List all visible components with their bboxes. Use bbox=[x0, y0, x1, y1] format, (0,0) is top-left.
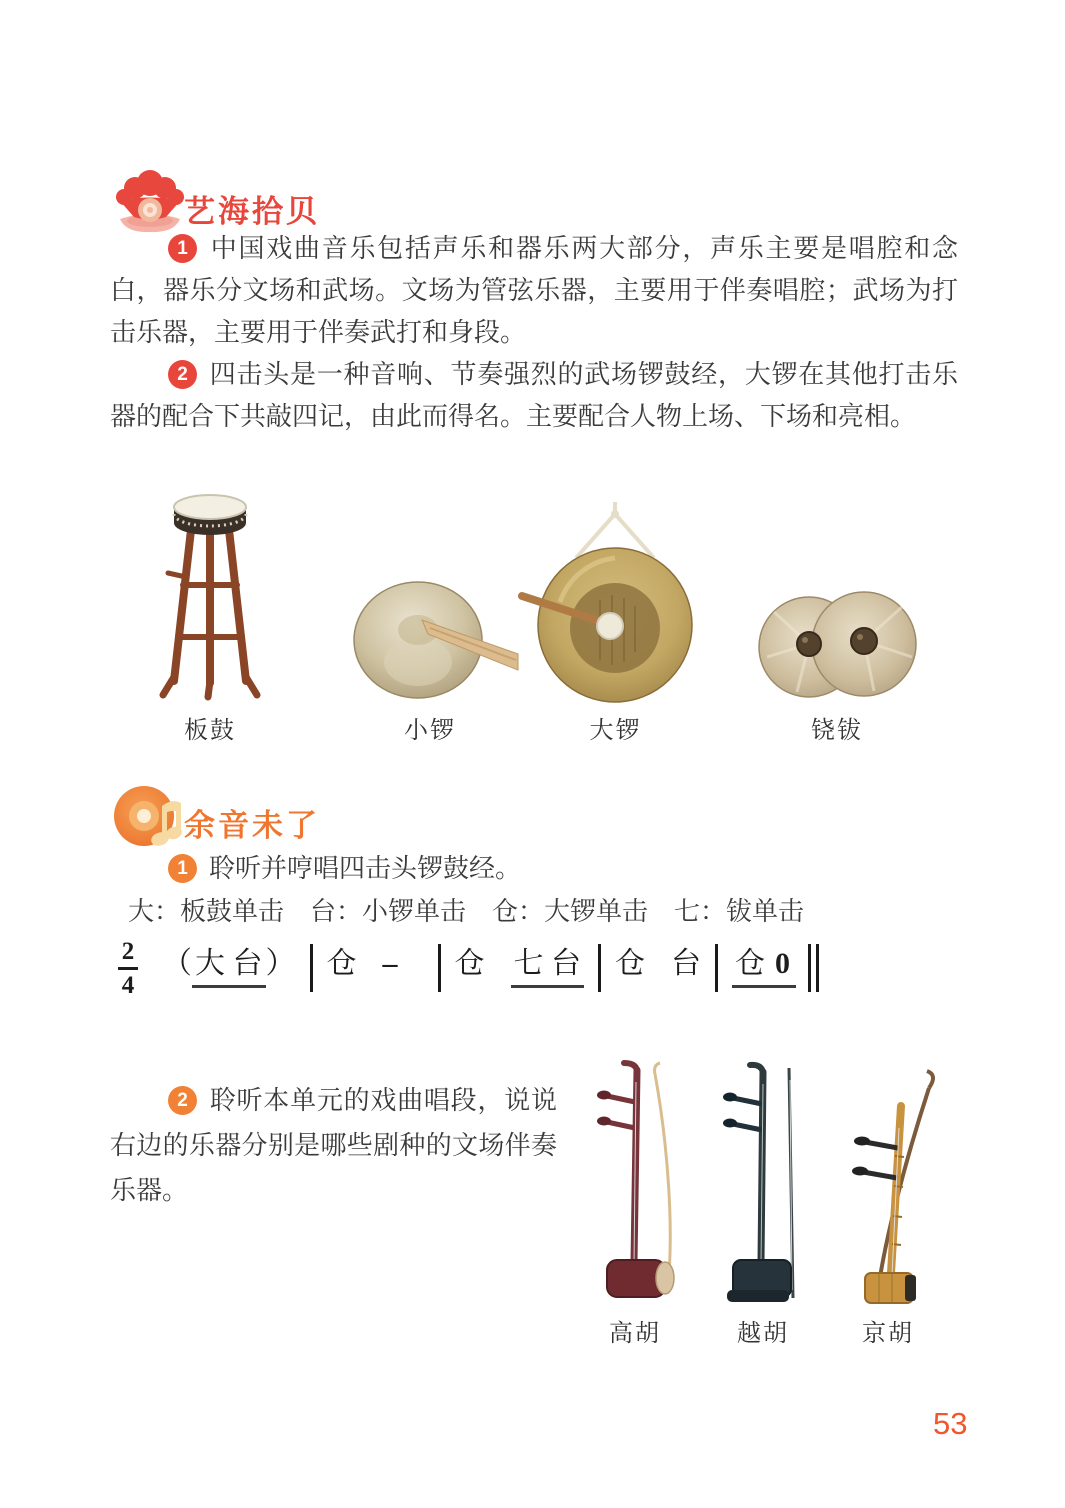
instrument-label-bangu: 板鼓 bbox=[184, 718, 236, 744]
instrument-figure-bangu bbox=[148, 487, 272, 745]
string-instruments-row bbox=[540, 1058, 1000, 1348]
daluo-image bbox=[518, 500, 713, 705]
item-badge-s2-1: 1 bbox=[168, 854, 197, 883]
notation-m4-beat2: 0 bbox=[775, 946, 790, 980]
notation-pickup: 大 台 bbox=[192, 949, 266, 988]
item-text-s2-1: 聆听并哼唱四击头锣鼓经。 bbox=[209, 854, 522, 883]
instrument-figure-naobo bbox=[752, 587, 922, 745]
instrument-figure-xiaoluo bbox=[330, 570, 530, 745]
paragraph-1 bbox=[110, 228, 958, 354]
barline bbox=[715, 944, 718, 992]
section2-item1 bbox=[168, 848, 521, 885]
page-number: 53 bbox=[933, 1406, 968, 1441]
instrument-label-naobo: 铙钹 bbox=[811, 718, 863, 744]
notation-paren-close: ） bbox=[265, 946, 296, 980]
paragraph-2 bbox=[110, 354, 958, 438]
instrument-label-gaohu: 高胡 bbox=[609, 1321, 661, 1347]
barline bbox=[598, 944, 601, 992]
barline bbox=[310, 944, 313, 992]
jinghu-image bbox=[831, 1068, 945, 1308]
notation-m3-beat1: 仓 bbox=[615, 946, 645, 980]
section1-title: 艺海拾贝 bbox=[184, 194, 320, 229]
item-badge-2: 2 bbox=[168, 360, 197, 389]
time-signature bbox=[118, 939, 138, 998]
instrument-label-jinghu: 京胡 bbox=[862, 1321, 914, 1347]
instrument-label-xiaoluo: 小锣 bbox=[404, 718, 456, 744]
stroke-legend: 大：板鼓单击 台：小锣单击 仓：大锣单击 七：钹单击 bbox=[128, 897, 805, 926]
notation-m1-beat1: 仓 bbox=[326, 946, 357, 980]
time-signature-bottom: 4 bbox=[121, 971, 135, 999]
percussion-instruments-row bbox=[0, 487, 1065, 745]
item-badge-1: 1 bbox=[168, 234, 197, 263]
item-text-1: 中国戏曲音乐包括声乐和器乐两大部分，声乐主要是唱腔和念白，器乐分文场和武场。文场为管弦乐器，主要用于伴奏唱腔；武场为打击乐器，主要用于伴奏武打和身段。 bbox=[110, 234, 958, 347]
instrument-label-daluo: 大锣 bbox=[589, 718, 642, 744]
notation-m1-beat2: – bbox=[382, 946, 398, 980]
yuehu-image bbox=[713, 1060, 813, 1308]
gaohu-image bbox=[585, 1060, 685, 1308]
section2-title: 余音未了 bbox=[184, 808, 320, 843]
time-signature-top: 2 bbox=[121, 937, 135, 965]
section2-item2 bbox=[110, 1078, 557, 1213]
instrument-figure-jinghu bbox=[828, 1068, 948, 1348]
instrument-figure-gaohu bbox=[580, 1060, 690, 1348]
item-text-2: 四击头是一种音响、节奏强烈的武场锣鼓经，大锣在其他打击乐器的配合下共敲四记，由此而得名。主要配合人物上场、下场和亮相。 bbox=[110, 360, 958, 431]
section1-paragraphs bbox=[110, 228, 958, 438]
item-text-s2-2: 聆听本单元的戏曲唱段，说说右边的乐器分别是哪些剧种的文场伴奏乐器。 bbox=[110, 1086, 557, 1205]
notation-m4-beat1: 仓 bbox=[735, 946, 765, 980]
barline bbox=[438, 944, 441, 992]
notation-paren-open: （ bbox=[162, 946, 192, 980]
item-text-s2-2-para bbox=[110, 1078, 557, 1213]
xiaoluo-image bbox=[330, 570, 530, 705]
notation-m4-group bbox=[732, 946, 796, 988]
notation-m2-beat1: 仓 bbox=[454, 946, 485, 980]
instrument-figure-daluo bbox=[518, 500, 713, 745]
naobo-image bbox=[752, 587, 922, 705]
instrument-label-yuehu: 越胡 bbox=[737, 1321, 789, 1347]
item-badge-s2-2: 2 bbox=[168, 1086, 197, 1115]
fraction-line bbox=[118, 967, 138, 970]
instrument-figure-yuehu bbox=[708, 1060, 818, 1348]
rhythm-notation bbox=[118, 936, 819, 1000]
notation-m2-beat2: 七 台 bbox=[511, 949, 585, 988]
bangu-image bbox=[148, 487, 272, 705]
notation-m3-beat2: 台 bbox=[671, 946, 701, 980]
final-barline bbox=[808, 944, 819, 992]
